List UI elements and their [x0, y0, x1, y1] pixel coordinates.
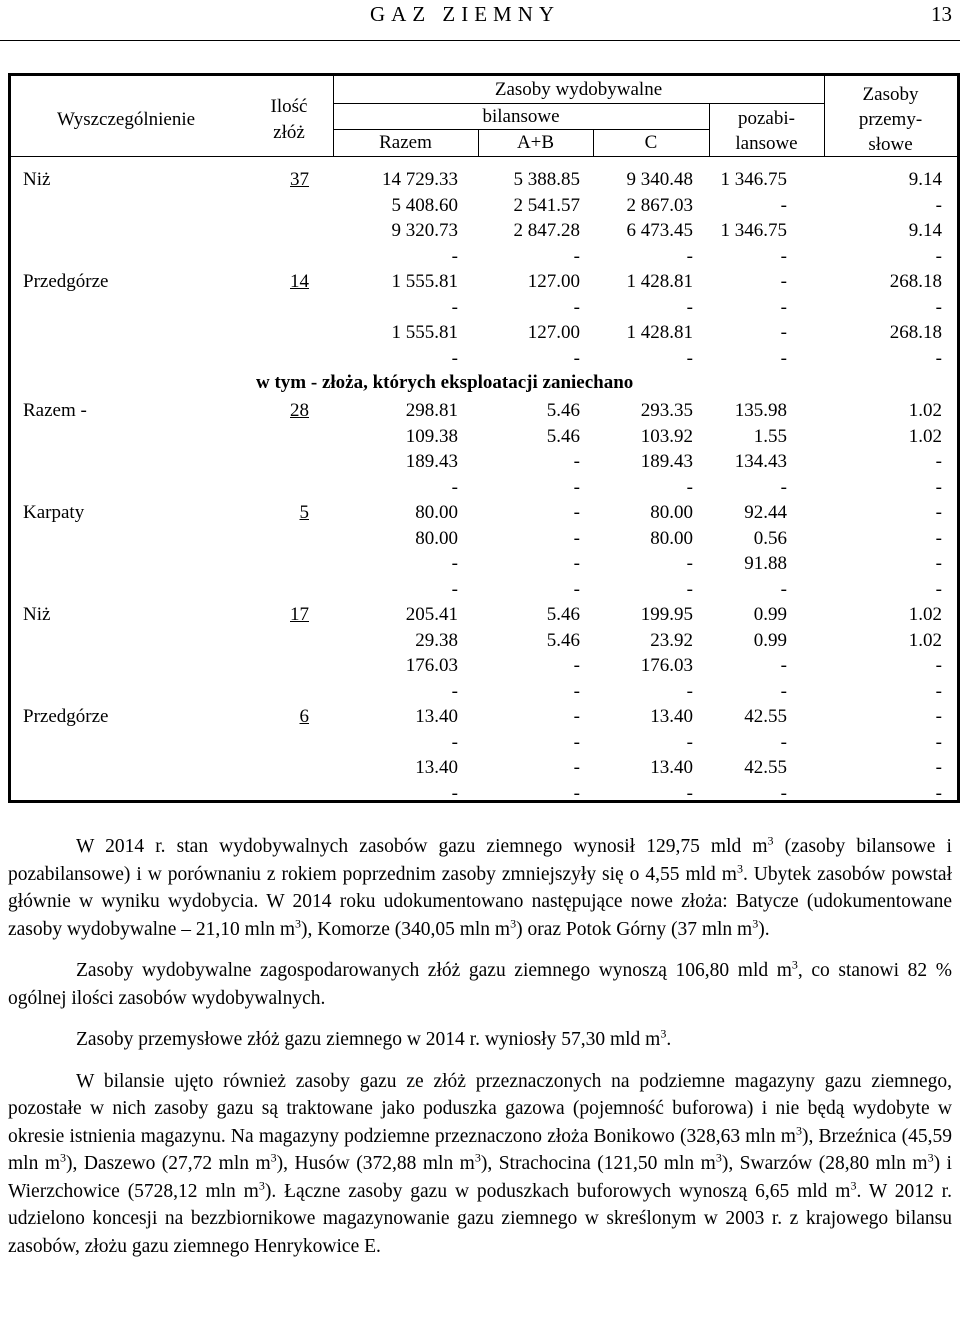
cell-poza: 92.44 [744, 502, 787, 523]
row-label: Niż [23, 604, 51, 625]
cell-ab: 2 847.28 [513, 220, 580, 241]
cell-razem: 29.38 [415, 630, 458, 651]
cell-ab: - [573, 477, 580, 498]
cell-przem: - [935, 732, 942, 753]
cell-razem: 5 408.60 [391, 195, 458, 216]
header-wyszczegolnienie: Wyszczególnienie [56, 109, 196, 130]
cell-ab: 5.46 [546, 630, 580, 651]
cell-razem: 189.43 [405, 451, 458, 472]
cell-c: - [686, 681, 693, 702]
cell-ab: 2 541.57 [513, 195, 580, 216]
header-ab: A+B [516, 132, 555, 153]
page-header [0, 0, 960, 41]
row-count: 28 [290, 400, 309, 421]
cell-ab: 5.46 [546, 604, 580, 625]
row-count: 6 [299, 706, 309, 727]
row-label: Niż [23, 169, 51, 190]
cell-poza: - [780, 732, 787, 753]
paragraph-4: W bilansie ujęto również zasoby gazu ze złóż przeznaczonych na podziemne magazyny gazu ziemnego, pozostałe w nich zasoby gazu są traktowane jako poduszka gazowa (pojemność buforowa) i nie będą wydobyte w okresie istnienia magazynu. Na magazyny podziemne przeznaczono złoża Bonikowo (328,63 mln $m^3$), Brzeźnica (45,59 mln $m^3$), Daszewo (27,72 mln $m^3$), Husów (372,88 mln $m^3$), Strachocina (121,50 mln $m^3$), Swarzów (28,80 mln $m^3$) i Wierzchowice (5728,12 mln $m^3$). Łączne zasoby gazu w poduszkach buforowych wynoszą 6,65 mld $m^3$. W 2012 r. udzielono koncesji na bezzbiornikowe magazynowanie gazu ziemnego w skreślonym w 2003 r. z krajowego bilansu zasobów, złożu gazu ziemnego Henrykowice E. [8, 1070, 952, 1257]
cell-przem: 1.02 [908, 426, 942, 447]
cell-ab: - [573, 783, 580, 804]
cell-ab: - [573, 655, 580, 676]
cell-poza: - [780, 271, 787, 292]
section-title: w tym - złoża, których eksploatacji zaniechano [256, 372, 634, 393]
cell-poza: - [780, 477, 787, 498]
cell-przem: - [935, 655, 942, 676]
header-zloz: złóż [273, 122, 305, 143]
cell-c: - [686, 297, 693, 318]
cell-ab: 127.00 [527, 322, 580, 343]
row-count: 37 [290, 169, 309, 190]
cell-przem: 9.14 [908, 169, 942, 190]
cell-razem: - [451, 783, 458, 804]
cell-c: 176.03 [640, 655, 693, 676]
cell-ab: 5 388.85 [513, 169, 580, 190]
cell-poza: - [780, 783, 787, 804]
cell-razem: 1 555.81 [391, 322, 458, 343]
cell-przem: - [935, 783, 942, 804]
cell-poza: 42.55 [744, 757, 787, 778]
header-bilansowe: bilansowe [482, 106, 560, 127]
cell-przem: - [935, 297, 942, 318]
cell-razem: - [451, 348, 458, 369]
cell-przem: - [935, 528, 942, 549]
paragraph-2: Zasoby wydobywalne zagospodarowanych złóż gazu ziemnego wynoszą 106,80 mld $m^3$, co stanowi 82 % ogólnej ilości zasobów wydobywalnych. [8, 957, 952, 1009]
cell-ab: - [573, 451, 580, 472]
cell-przem: 9.14 [908, 220, 942, 241]
cell-c: - [686, 579, 693, 600]
cell-przem: - [935, 502, 942, 523]
row-count: 14 [290, 271, 309, 292]
cell-poza: - [780, 246, 787, 267]
cell-razem: - [451, 477, 458, 498]
cell-ab: 127.00 [527, 271, 580, 292]
cell-razem: - [451, 681, 458, 702]
cell-przem: - [935, 451, 942, 472]
cell-ab: - [573, 553, 580, 574]
cell-poza: 0.99 [753, 604, 787, 625]
header-zasoby-wydobywalne: Zasoby wydobywalne [494, 79, 663, 100]
cell-razem: 9 320.73 [391, 220, 458, 241]
cell-przem: - [935, 681, 942, 702]
row-count: 17 [290, 604, 309, 625]
cell-razem: - [451, 246, 458, 267]
header-razem: Razem [379, 132, 432, 153]
header-pozabilansowe-1: pozabi- [738, 108, 795, 129]
header-przemyslowe-1: Zasoby [862, 84, 919, 105]
cell-razem: - [451, 732, 458, 753]
cell-poza: 42.55 [744, 706, 787, 727]
cell-c: - [686, 732, 693, 753]
cell-ab: - [573, 706, 580, 727]
row-label: Przedgórze [23, 271, 109, 292]
cell-przem: 268.18 [889, 322, 942, 343]
cell-przem: - [935, 195, 942, 216]
cell-razem: 13.40 [415, 757, 458, 778]
body-text [8, 833, 952, 1260]
cell-przem: - [935, 706, 942, 727]
cell-razem: 298.81 [405, 400, 458, 421]
cell-c: - [686, 246, 693, 267]
cell-c: 1 428.81 [626, 271, 693, 292]
page-number: 13 [931, 2, 952, 26]
cell-razem: - [451, 297, 458, 318]
cell-ab: - [573, 681, 580, 702]
cell-c: - [686, 348, 693, 369]
cell-przem: 1.02 [908, 604, 942, 625]
cell-poza: - [780, 322, 787, 343]
cell-c: 189.43 [640, 451, 693, 472]
cell-ab: - [573, 502, 580, 523]
cell-razem: 176.03 [405, 655, 458, 676]
cell-razem: 13.40 [415, 706, 458, 727]
cell-razem: - [451, 553, 458, 574]
cell-ab: - [573, 297, 580, 318]
cell-poza: - [780, 655, 787, 676]
cell-razem: 205.41 [405, 604, 458, 625]
cell-c: - [686, 783, 693, 804]
header-pozabilansowe-2: lansowe [735, 133, 798, 154]
reserves-table [8, 73, 960, 803]
cell-c: 2 867.03 [626, 195, 693, 216]
cell-ab: - [573, 348, 580, 369]
cell-przem: 1.02 [908, 630, 942, 651]
cell-przem: 1.02 [908, 400, 942, 421]
cell-c: 293.35 [640, 400, 693, 421]
cell-ab: 5.46 [546, 400, 580, 421]
cell-c: 80.00 [650, 502, 693, 523]
cell-poza: 0.99 [753, 630, 787, 651]
row-label: Karpaty [23, 502, 85, 523]
cell-poza: 1.55 [753, 426, 787, 447]
cell-poza: 134.43 [734, 451, 787, 472]
header-przemyslowe-2: przemy- [858, 109, 923, 130]
cell-poza: 1 346.75 [720, 220, 787, 241]
paragraph-1: W 2014 r. stan wydobywalnych zasobów gazu ziemnego wynosił 129,75 mld $m^3$ (zasoby bilansowe i pozabilansowe) i w porównaniu z rokiem poprzednim zasoby zmniejszyły się o 4,55 mld $m^3$. Ubytek zasobów powstał głównie w wyniku wydobycia. W 2014 roku udokumentowano następujące nowe złoża: Batycze (udokumentowane zasoby wydobywalne – 21,10 mln $m^3$), Komorze (340,05 mln $m^3$) oraz Potok Górny (37 mln $m^3$). [8, 833, 952, 940]
cell-ab: 5.46 [546, 426, 580, 447]
cell-c: 80.00 [650, 528, 693, 549]
cell-przem: - [935, 348, 942, 369]
cell-poza: - [780, 348, 787, 369]
row-label: Razem - [23, 400, 87, 421]
cell-razem: 80.00 [415, 502, 458, 523]
cell-poza: - [780, 297, 787, 318]
header-title: GAZ ZIEMNY [370, 2, 561, 26]
cell-poza: 91.88 [744, 553, 787, 574]
cell-c: 23.92 [650, 630, 693, 651]
cell-c: - [686, 553, 693, 574]
cell-ab: - [573, 246, 580, 267]
cell-przem: - [935, 246, 942, 267]
cell-poza: 135.98 [734, 400, 787, 421]
row-label: Przedgórze [23, 706, 109, 727]
cell-poza: - [780, 681, 787, 702]
paragraph-3: Zasoby przemysłowe złóż gazu ziemnego w 2014 r. wyniosły 57,30 mld $m^3$. [76, 1026, 672, 1050]
cell-c: 9 340.48 [626, 169, 693, 190]
cell-c: 13.40 [650, 706, 693, 727]
cell-c: 1 428.81 [626, 322, 693, 343]
cell-c: 199.95 [640, 604, 693, 625]
cell-przem: - [935, 757, 942, 778]
cell-poza: 0.56 [753, 528, 787, 549]
cell-razem: - [451, 579, 458, 600]
cell-ab: - [573, 757, 580, 778]
cell-razem: 80.00 [415, 528, 458, 549]
header-ilosc: Ilość [270, 96, 308, 117]
cell-przem: - [935, 477, 942, 498]
cell-c: - [686, 477, 693, 498]
cell-c: 103.92 [640, 426, 693, 447]
cell-razem: 14 729.33 [382, 169, 458, 190]
cell-ab: - [573, 579, 580, 600]
cell-przem: - [935, 553, 942, 574]
cell-razem: 109.38 [405, 426, 458, 447]
cell-poza: - [780, 579, 787, 600]
cell-poza: - [780, 195, 787, 216]
header-c: C [644, 132, 658, 153]
cell-przem: - [935, 579, 942, 600]
cell-przem: 268.18 [889, 271, 942, 292]
cell-ab: - [573, 732, 580, 753]
cell-c: 13.40 [650, 757, 693, 778]
cell-razem: 1 555.81 [391, 271, 458, 292]
header-przemyslowe-3: słowe [868, 134, 913, 155]
cell-poza: 1 346.75 [720, 169, 787, 190]
cell-ab: - [573, 528, 580, 549]
cell-c: 6 473.45 [626, 220, 693, 241]
row-count: 5 [299, 502, 309, 523]
